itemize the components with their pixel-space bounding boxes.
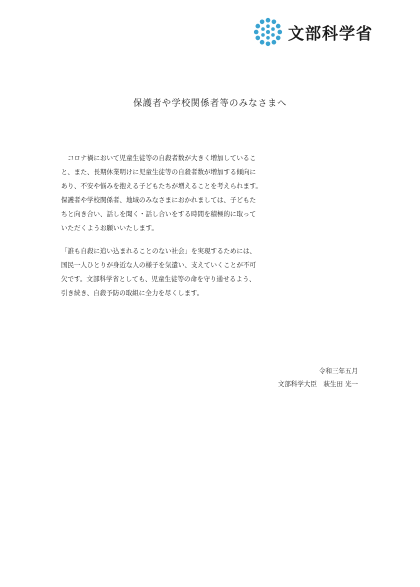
paragraph-line: 欠です。文部科学省としても、児童生徒等の命を守り通せるよう、 — [61, 275, 256, 283]
logo-text: 文部科学省 — [288, 23, 374, 43]
paragraph-line: ちと向き合い、話しを聞く・話し合いをする時間を積極的に取って — [61, 210, 256, 218]
mext-emblem-icon — [253, 17, 283, 47]
closing-block — [278, 365, 358, 391]
paragraph-line: 「誰も自殺に追い込まれることのない社会」を実現するためには、 — [61, 247, 256, 255]
paragraph-line: いただくようお願いいたします。 — [61, 224, 158, 232]
paragraph-line: 引き続き、自殺予防の取組に全力を尽くします。 — [61, 289, 204, 297]
paragraph-1 — [61, 151, 361, 235]
paragraph-line: と、また、長期休業明けに児童生徒等の自殺者数が増加する傾向に — [61, 168, 256, 176]
paragraph-line: 保護者や学校関係者、地域のみなさまにおかれましては、子どもた — [61, 196, 256, 204]
closing-signature: 文部科学大臣 萩生田 光一 — [277, 380, 358, 388]
page-title: 保護者や学校関係者等のみなさまへ — [133, 99, 287, 109]
paragraph-2 — [61, 244, 361, 300]
closing-date: 令和三年五月 — [319, 367, 358, 375]
paragraph-line: 国民一人ひとりが身近な人の様子を気遣い、支えていくことが不可 — [61, 261, 256, 269]
mext-logo — [253, 17, 373, 47]
paragraph-line: あり、不安や悩みを抱える子どもたちが増えることを考えられます。 — [61, 182, 262, 190]
paragraph-line: コロナ禍において児童生徒等の自殺者数が大きく増加しているこ — [61, 154, 256, 162]
